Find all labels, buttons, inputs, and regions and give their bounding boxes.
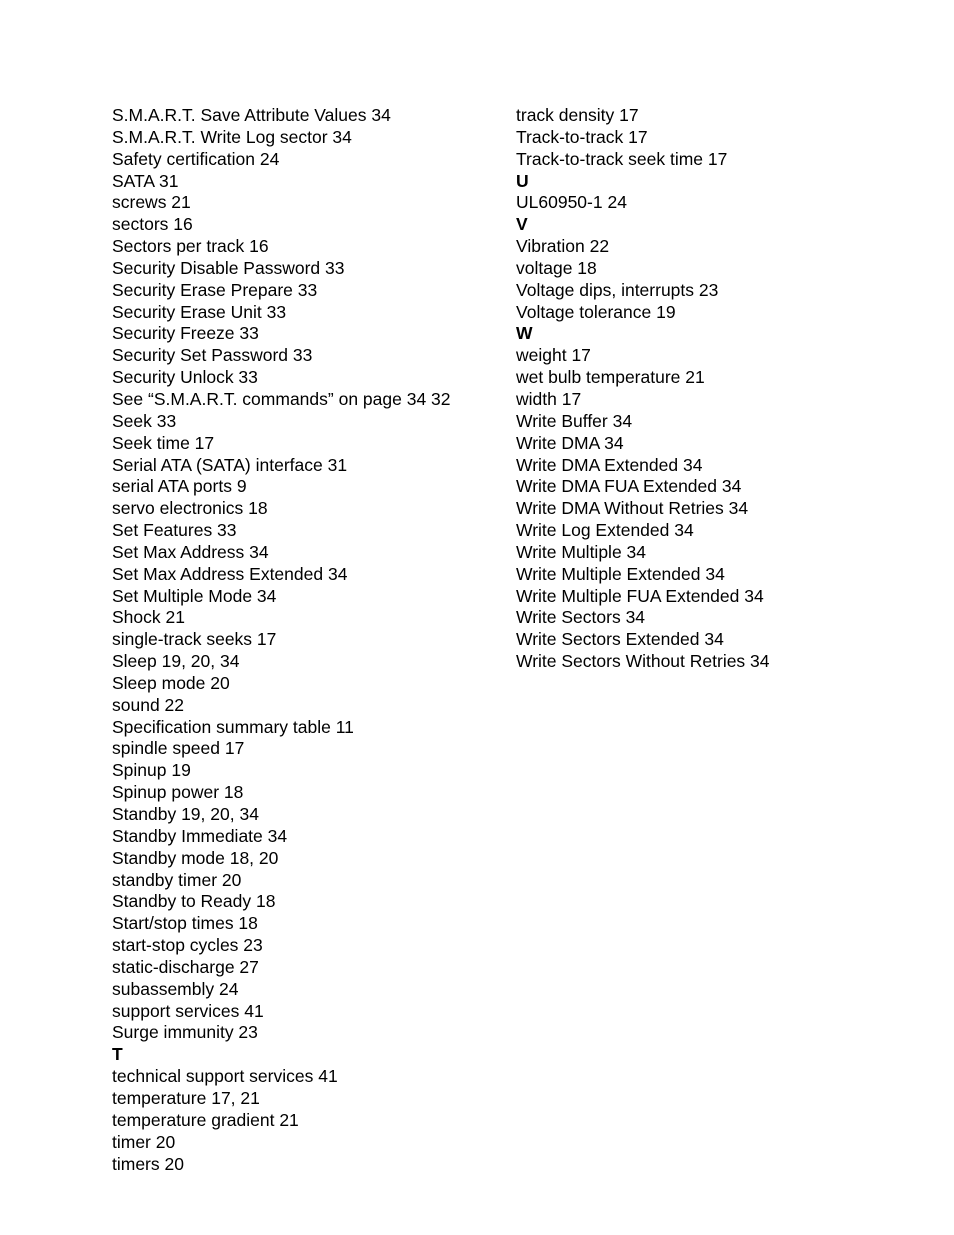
index-entry: width 17 [516,388,582,409]
index-entry: Surge immunity 23 [112,1022,258,1043]
index-entry: Seek time 17 [112,432,215,453]
index-entry: Security Erase Prepare 33 [112,279,318,300]
index-entry: wet bulb temperature 21 [516,367,705,388]
index-entry: Track-to-track seek time 17 [516,148,728,169]
index-entry: Write DMA FUA Extended 34 [516,476,742,497]
index-letter-heading: V [516,214,528,235]
index-entry: start-stop cycles 23 [112,935,263,956]
index-entry: technical support services 41 [112,1066,338,1087]
index-entry: Standby to Ready 18 [112,891,276,912]
index-entry: Write Multiple 34 [516,541,647,562]
index-entry: Set Max Address 34 [112,541,269,562]
index-entry: Write Sectors 34 [516,607,646,628]
index-entry: single-track seeks 17 [112,629,277,650]
index-entry: Shock 21 [112,607,185,628]
index-entry: Write DMA 34 [516,432,624,453]
index-entry: track density 17 [516,105,639,125]
index-entry: timer 20 [112,1131,176,1152]
index-entry: temperature 17, 21 [112,1087,260,1108]
index-entry: S.M.A.R.T. Write Log sector 34 [112,126,352,147]
index-entry: Sleep 19, 20, 34 [112,651,240,672]
index-entry: Security Disable Password 33 [112,257,345,278]
index-entry: Write Sectors Extended 34 [516,629,724,650]
index-entry: Voltage dips, interrupts 23 [516,279,719,300]
index-entry: Standby 19, 20, 34 [112,804,259,824]
index-entry: timers 20 [112,1153,184,1174]
index-entry: Sleep mode 20 [112,672,230,693]
index-entry: Vibration 22 [516,236,610,257]
index-entry: servo electronics 18 [112,498,268,519]
index-entry: Start/stop times 18 [112,913,258,934]
index-letter-heading: T [112,1044,123,1065]
index-entry: Safety certification 24 [112,148,280,169]
index-entry: Security Freeze 33 [112,323,259,344]
index-column-left [112,105,507,1175]
index-column-right [516,105,916,673]
index-entry: Sectors per track 16 [112,236,269,257]
index-letter-heading: W [516,323,533,344]
index-entry: sectors 16 [112,214,193,235]
index-entry: Seek 33 [112,410,177,431]
index-entry: Voltage tolerance 19 [516,301,676,322]
index-entry: Security Set Password 33 [112,345,313,366]
index-entry: Write Sectors Without Retries 34 [516,651,770,672]
index-entry: Write DMA Without Retries 34 [516,498,749,519]
index-entry: See “S.M.A.R.T. commands” on page 34 32 [112,388,451,409]
index-entry: Write Log Extended 34 [516,520,694,541]
index-entry: voltage 18 [516,257,597,278]
index-entry: Specification summary table 11 [112,716,354,737]
index-entry: SATA 31 [112,170,179,191]
index-entry: subassembly 24 [112,978,239,999]
index-entry: weight 17 [516,345,591,366]
index-entry: Spinup 19 [112,760,191,781]
index-entry: temperature gradient 21 [112,1109,299,1130]
index-entry: standby timer 20 [112,869,242,890]
index-entry: Spinup power 18 [112,782,244,803]
index-entry: UL60950-1 24 [516,192,627,213]
index-entry: Write DMA Extended 34 [516,454,703,475]
index-entry: Track-to-track 17 [516,126,648,147]
index-entry: screws 21 [112,192,191,213]
index-entry: static-discharge 27 [112,956,259,977]
index-entry: spindle speed 17 [112,738,245,759]
index-entry: serial ATA ports 9 [112,476,247,497]
index-entry: Write Multiple FUA Extended 34 [516,585,764,606]
index-entry: Serial ATA (SATA) interface 31 [112,454,348,475]
index-entry: Set Max Address Extended 34 [112,563,348,584]
index-entry: Write Multiple Extended 34 [516,563,725,584]
index-entry: Standby mode 18, 20 [112,847,279,868]
index-entry: Security Unlock 33 [112,367,258,388]
index-entry: sound 22 [112,694,185,715]
index-entry: Write Buffer 34 [516,410,633,431]
index-entry: Set Multiple Mode 34 [112,585,277,606]
index-entry: support services 41 [112,1000,264,1021]
index-entry: S.M.A.R.T. Save Attribute Values 34 [112,105,391,125]
index-entry: Standby Immediate 34 [112,825,288,846]
index-letter-heading: U [516,170,529,191]
index-entry: Set Features 33 [112,520,237,541]
index-entry: Security Erase Unit 33 [112,301,287,322]
